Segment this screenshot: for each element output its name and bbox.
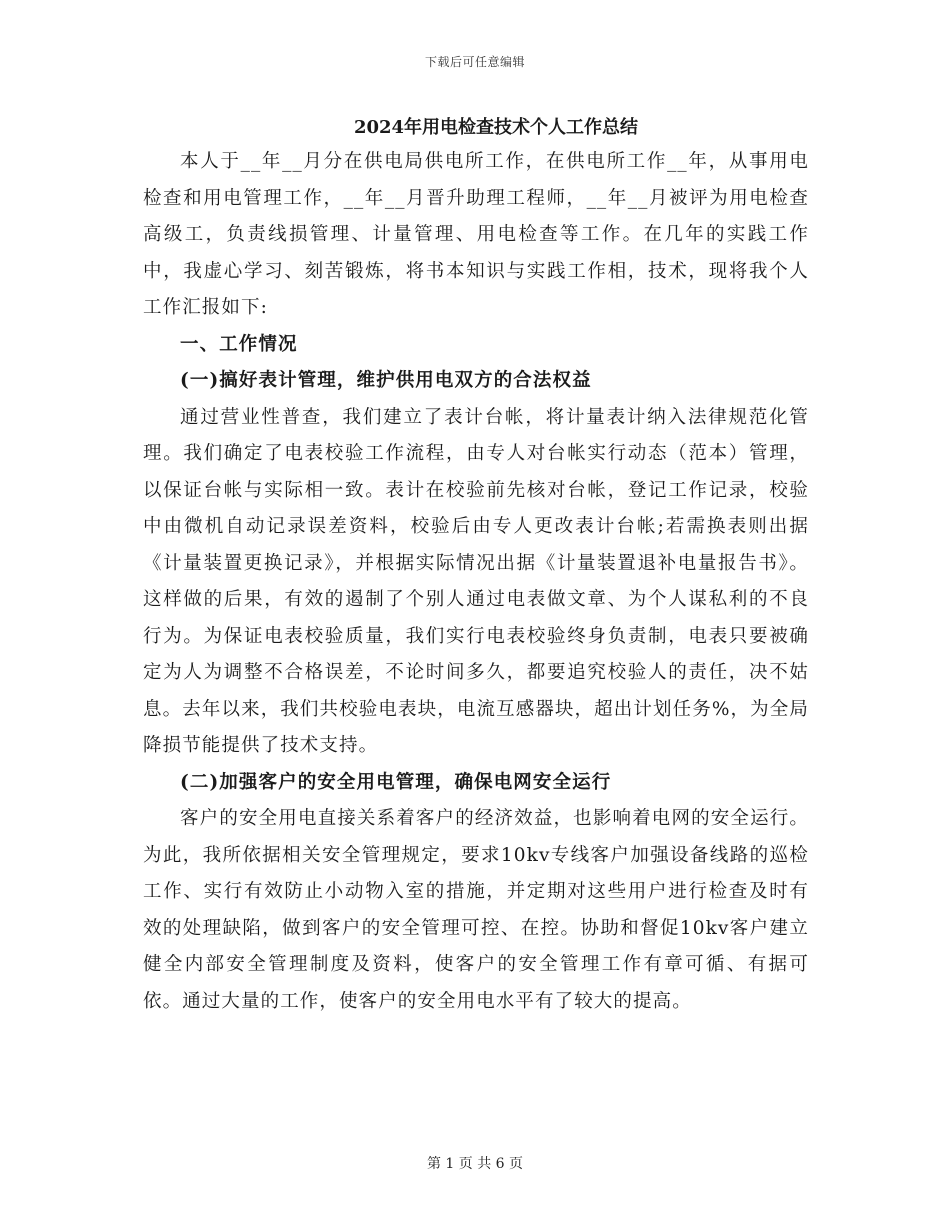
section-heading-work-status: 一、工作情况 bbox=[180, 333, 298, 355]
page-footer: 第 1 页 共 6 页 bbox=[426, 1156, 524, 1172]
safety-management-paragraph: 客户的安全用电直接关系着客户的经济效益，也影响着电网的安全运行。为此，我所依据相关安全管理规定，要求10kv专线客户加强设备线路的巡检工作、实行有效防止小动物入室的措施，并定期对这些用户进行检查及时有效的处理缺陷，做到客户的安全管理可控、在控。协助和督促10kv客户建立健全内部安全管理制度及资料，使客户的安全管理工作有章可循、有据可依。通过大量的工作，使客户的安全用电水平有了较大的提高。 bbox=[143, 808, 809, 1012]
subsection-heading-safety-management: (二)加强客户的安全用电管理，确保电网安全运行 bbox=[180, 771, 612, 793]
subsection-heading-meter-management: (一)搞好表计管理，维护供用电双方的合法权益 bbox=[180, 370, 592, 391]
intro-paragraph: 本人于__年__月分在供电局供电所工作，在供电所工作__年，从事用电检查和用电管理工作，__年__月晋升助理工程师，__年__月被评为用电检查高级工，负责线损管理、计量管理、用电检查等工作。在几年的实践工作中，我虚心学习、刻苦锻炼，将书本知识与实践工作相，技术，现将我个人工作汇报如下: bbox=[143, 151, 809, 318]
document-title: 2024年用电检查技术个人工作总结 bbox=[353, 117, 639, 138]
meter-management-paragraph: 通过营业性普查，我们建立了表计台帐，将计量表计纳入法律规范化管理。我们确定了电表校验工作流程，由专人对台帐实行动态（范本）管理，以保证台帐与实际相一致。表计在校验前先核对台帐，登记工作记录，校验中由微机自动记录误差资料，校验后由专人更改表计台帐;若需换表则出据《计量装置更换记录》，并根据实际情况出据《计量装置退补电量报告书》。这样做的后果，有效的遏制了个别人通过电表做文章、为个人谋私利的不良行为。为保证电表校验质量，我们实行电表校验终身负责制，电表只要被确定为人为调整不合格误差，不论时间多久，都要追究校验人的责任，决不姑息。去年以来，我们共校验电表块，电流互感器块，超出计划任务%，为全局降损节能提供了技术支持。 bbox=[143, 406, 809, 756]
header-note: 下载后可任意编辑 bbox=[424, 55, 525, 69]
document-page bbox=[143, 112, 809, 1020]
